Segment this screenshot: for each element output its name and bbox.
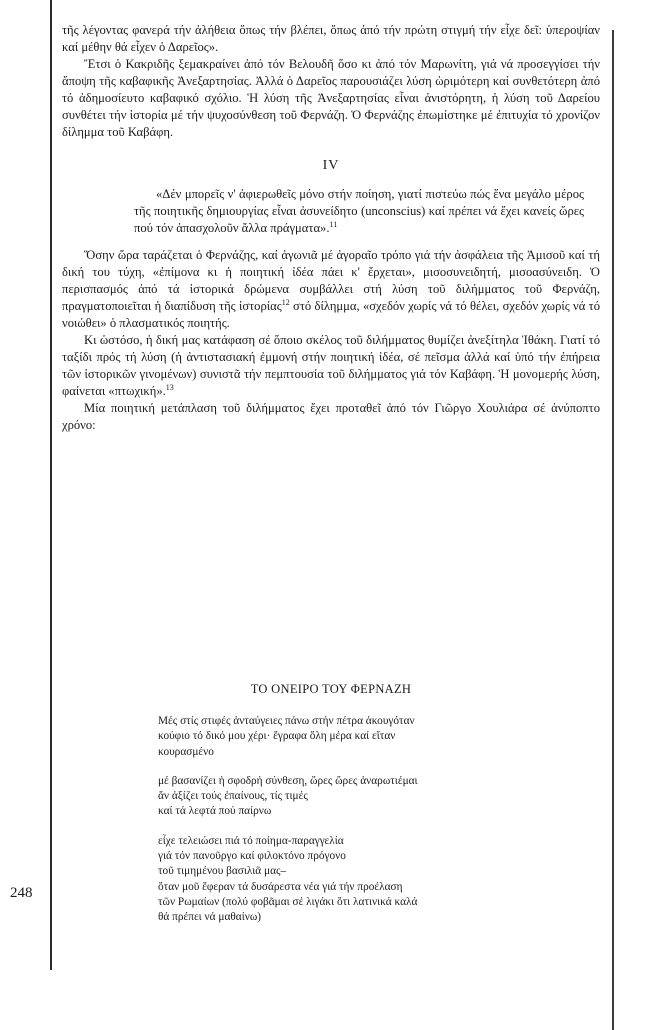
poem-line: καί τά λεφτά πού παίρνω xyxy=(158,805,272,818)
paragraph-fernazis xyxy=(62,247,600,332)
right-margin-rule xyxy=(612,30,614,1030)
poem-line: Μές στίς στιφές ἀνταύγειες πάνω στήν πέτρα ἀκουγόταν xyxy=(158,715,415,727)
poem-line: ἄν ἀξίζει τούς ἐπαίνους, τίς τιμές xyxy=(158,790,308,803)
poem-title: ΤΟ ΟΝΕΙΡΟ ΤΟΥ ΦΕΡΝΑΖΗ xyxy=(250,682,412,696)
poem-stanza xyxy=(158,834,578,926)
poem-line: γιά τόν πανοῦργο καί φιλοκτόνο πρόγονο xyxy=(158,850,346,863)
body-text xyxy=(62,22,600,434)
poem-line: κουρασμένο xyxy=(158,745,214,758)
paragraph-text: Κι ὡστόσο, ἡ δική μας κατάφαση σέ ὅποιο σκέλος τοῦ διλήμματος θυμίζει ἀνεξίτηλα Ἰθάκη. Γιατί τό ταξίδι πρός τή λύση (ἡ ἀντιστασιακή ἐμμονή στήν ποιητική ἰδέα, σέ πεῖσμα ἀλλά καί ὑπό τήν ἐπήρεια τῶν ἱστορικῶν γινομένων) συνιστᾶ τήν πεμπτουσία τοῦ διλήμματος γιά τόν Καβάφη. Ἡ μονομερής λύση, φαίνεται «πτωχική». xyxy=(62,333,600,398)
footnote-ref: 13 xyxy=(165,382,174,392)
poem-line: ὅταν μοῦ ἔφεραν τά δυσάρεστα νέα γιά τήν προέλαση xyxy=(158,880,403,893)
poem-line: μέ βασανίζει ἡ σφοδρή σύνθεση, ὥρες ὥρες ἀναρωτιέμαι xyxy=(158,774,418,787)
poem-line: θά πρέπει νά μαθαίνω) xyxy=(158,911,262,924)
paragraph-ithaca xyxy=(62,332,600,400)
poem-stanza xyxy=(158,774,578,820)
poem-line: κούφιο τό δικό μου χέρι· ἔγραφα ὅλη μέρα καί εἴταν xyxy=(158,730,396,743)
paragraph-text: στό δίλημμα, «σχεδόν χωρίς νά τό θέλει, σχεδόν χωρίς νά τό νοιώθει» ὁ πλασματικός ποιητής. xyxy=(62,299,600,330)
paragraph-kakridis: Ἔτσι ὁ Κακριδῆς ξεμακραίνει ἀπό τόν Βελουδῆ ὅσο κι ἀπό τόν Μαρωνίτη, γιά νά προσεγγίσει τήν ἄποψη τῆς καβαφικῆς Ἀνεξαρτησίας. Ἀλλά ὁ Δαρεῖος παρουσιάζει λύση ὡριμότερη καί συνθετότερη ἀπό τό ἀδημοσίευτο καβαφικό σχόλιο. Ἡ λύση τῆς Ἀνεξαρτησίας εἶναι ἀνιστόρητη, ἡ λύση τοῦ Δαρείου συνθέτει τήν ἱστορία μέ τήν ψυχοσύνθεση τοῦ Φερνάζη. Ὁ Φερνάζης ἐπωμίστηκε μέ ἐπιτυχία τό χρονίζον δίλημμα τοῦ Καβάφη. xyxy=(62,57,600,139)
poem-line: εἶχε τελειώσει πιά τό ποίημα-παραγγελία xyxy=(158,834,344,847)
poem xyxy=(158,714,578,940)
section-heading: IV xyxy=(322,158,340,173)
footnote-ref: 11 xyxy=(329,219,338,229)
poem-line: τῶν Ρωμαίων (πολύ φοβᾶμαι σέ λιγάκι ὅτι λατινικά καλά xyxy=(158,895,418,908)
quote-text: «Δέν μπορεῖς ν' ἀφιερωθεῖς μόνο στήν ποίηση, γιατί πιστεύω πώς ἕνα μεγάλο μέρος τῆς ποιητικῆς δημιουργίας εἶναι ἀσυνείδητο (unconscius) καί πρέπει νά ἔχει κανείς ὥρες πού τόν ἀπασχολοῦν ἄλλα πράγματα». xyxy=(134,187,584,235)
paragraph-houliaras: Μία ποιητική μετάπλαση τοῦ διλήμματος ἔχει προταθεῖ ἀπό τόν Γιῶργο Χουλιάρα σέ ἀνύποπτο χρόνο: xyxy=(62,401,600,432)
left-margin-rule xyxy=(50,0,52,970)
paragraph-continuation: τῆς λέγοντας φανερά τήν ἀλήθεια ὅπως τήν βλέπει, ὅπως ἀπό τήν πρώτη στιγμή τήν εἶχε δεῖ: ὑπεροψίαν καί μέθην θά εἶχεν ὁ Δαρεῖος». xyxy=(62,23,600,54)
poem-line: τοῦ τιμημένου βασιλιᾶ μας– xyxy=(158,865,287,878)
block-quote xyxy=(134,186,584,237)
footnote-ref: 12 xyxy=(281,297,290,307)
poem-stanza xyxy=(158,714,578,760)
paragraph-text: Ὅσην ὥρα ταράζεται ὁ Φερνάζης, καί ἀγωνιᾶ μέ ἀγοραῖο τρόπο γιά τήν ἀσφάλεια τῆς Ἀμισοῦ καί τή δική του τύχη, «ἐπίμονα κι ἡ ποιητική ἰδέα πάει κ' ἔρχεται», μισοσυνειδητή, μισοασύνειδη. Ὁ περισπασμός ἀπό τά ἱστορικά δρώμενα συμβάλλει στή λύση τοῦ διλήμματος τοῦ Φερνάζη, πραγματοποιεῖται ἡ διαπίδυση τῆς ἱστορίας xyxy=(62,248,600,313)
page-number: 248 xyxy=(10,885,33,901)
